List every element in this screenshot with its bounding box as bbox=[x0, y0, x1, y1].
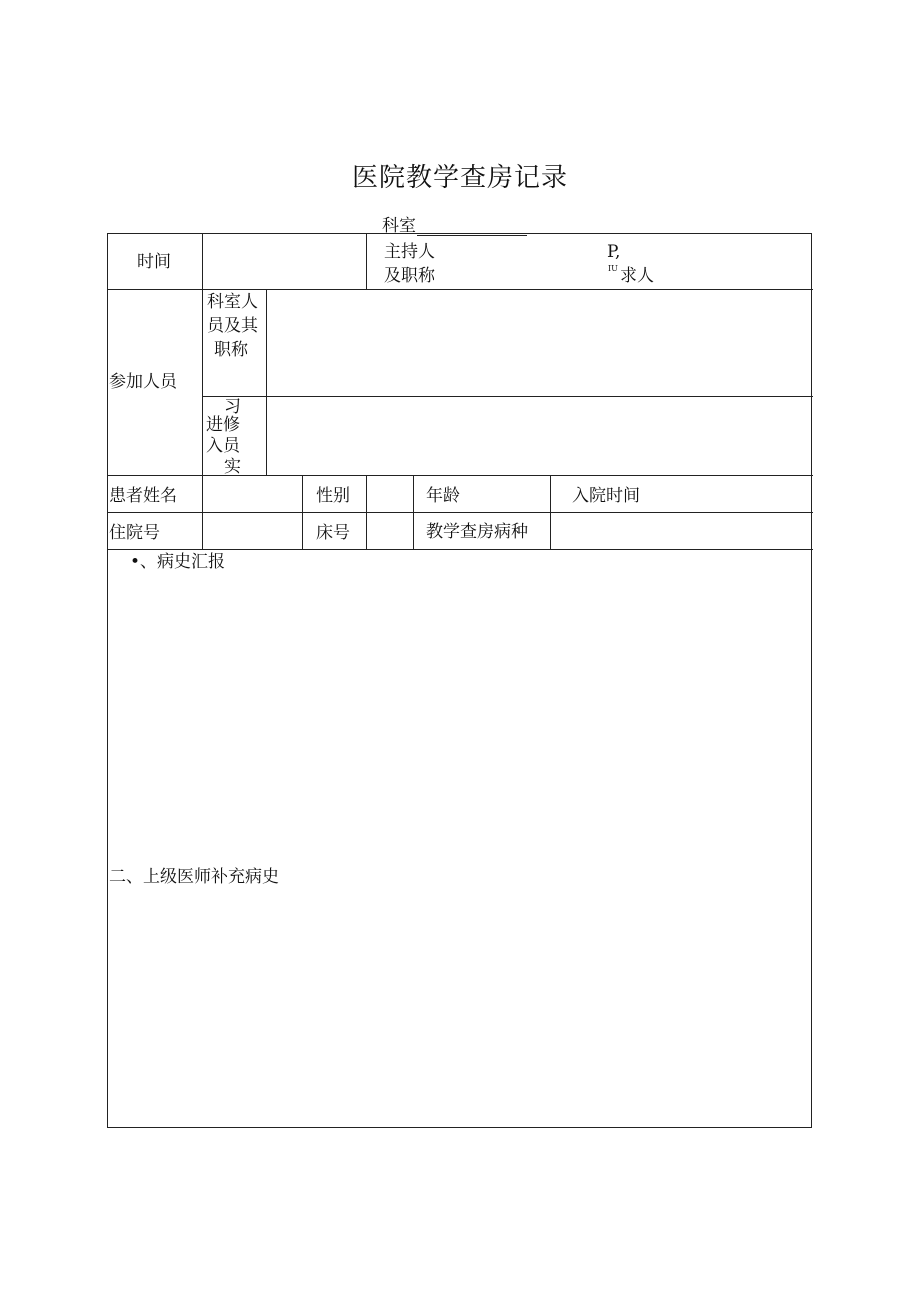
requester-label-top: P, bbox=[607, 242, 621, 262]
col-divider-participants bbox=[202, 289, 203, 475]
host-label-line1: 主持人 bbox=[384, 242, 435, 262]
trainee-field[interactable] bbox=[267, 397, 812, 474]
ward-round-form bbox=[107, 233, 812, 1128]
staff-label-line: 科室人 bbox=[207, 292, 258, 312]
history-report-heading: •、病史汇报 bbox=[130, 552, 226, 572]
trainee-label-line: 实 bbox=[224, 457, 241, 477]
requester-mark: IU bbox=[608, 264, 618, 273]
host-label-line2: 及职称 bbox=[384, 266, 435, 286]
page-title: 医院教学查房记录 bbox=[351, 163, 568, 193]
bed-no-field[interactable] bbox=[367, 513, 412, 548]
time-field[interactable] bbox=[203, 235, 365, 288]
trainee-label bbox=[206, 397, 241, 478]
col-divider-b bbox=[302, 475, 303, 549]
age-label: 年龄 bbox=[426, 486, 460, 506]
inpatient-no-field[interactable] bbox=[203, 513, 301, 548]
sex-label: 性别 bbox=[316, 486, 350, 506]
department-label: 科室 bbox=[382, 216, 416, 236]
time-label: 时间 bbox=[137, 252, 171, 272]
disease-field[interactable] bbox=[551, 513, 812, 548]
col-divider-host bbox=[366, 234, 367, 289]
senior-supplement-heading: 二、上级医师补充病史 bbox=[109, 867, 279, 887]
patient-name-field[interactable] bbox=[203, 476, 301, 511]
inpatient-no-label: 住院号 bbox=[109, 523, 160, 543]
history-report-area[interactable] bbox=[109, 576, 812, 856]
trainee-label-line: 入员 bbox=[206, 436, 240, 456]
trainee-label-line: 进修 bbox=[206, 415, 240, 435]
patient-name-label: 患者姓名 bbox=[109, 486, 177, 506]
bed-no-label: 床号 bbox=[316, 523, 350, 543]
requester-label-bottom: 求人 bbox=[620, 266, 654, 286]
trainee-label-line: 习 bbox=[224, 397, 241, 417]
sex-field[interactable] bbox=[367, 476, 412, 511]
senior-supplement-area[interactable] bbox=[109, 894, 812, 1126]
col-divider-d bbox=[413, 475, 414, 549]
disease-label: 教学查房病种 bbox=[426, 522, 528, 542]
staff-label-line: 员及其 bbox=[207, 316, 258, 336]
staff-label bbox=[207, 290, 258, 362]
participants-label: 参加人员 bbox=[109, 372, 177, 392]
staff-field[interactable] bbox=[267, 290, 812, 395]
admission-time-label: 入院时间 bbox=[572, 486, 640, 506]
staff-label-line: 职称 bbox=[214, 340, 248, 360]
